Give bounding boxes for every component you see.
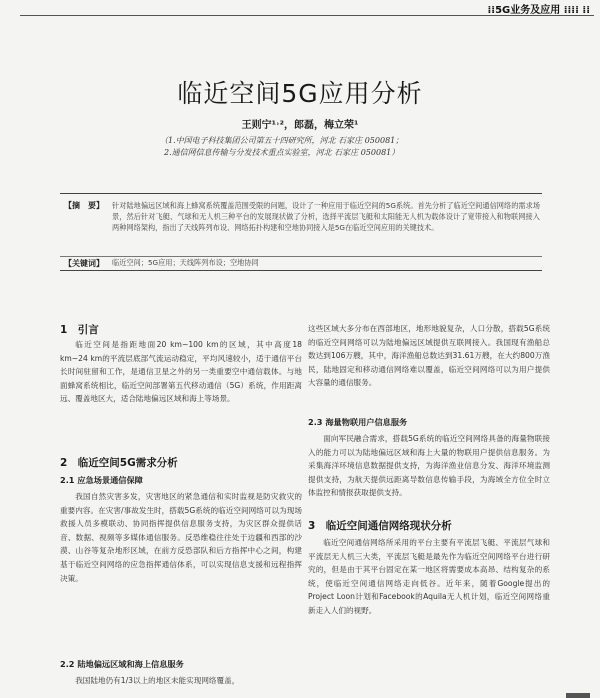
abstract-box	[60, 193, 542, 271]
section-1-heading: 1 引言	[60, 324, 99, 336]
page-header	[0, 0, 600, 16]
paper-authors: 王则宁¹˒²，郎磊，梅立荣¹	[241, 120, 359, 131]
paper-title: 临近空间5G应用分析	[177, 79, 423, 108]
section-3-heading: 3 临近空间通信网络现状分析	[308, 520, 452, 532]
section-2-2-continued-text: 这些区域大多分布在西部地区，地形地貌复杂，人口分散，搭载5G系统的临近空间网络可以为陆地偏远区域提供互联网接入。我国现有渔船总数达到106万艘，其中，海洋渔船总数达到31.61万艘，在大约800万渔民，陆地固定和移动通信网络难以覆盖，临近空间网络可以为用户提供大容量的通信服务。	[308, 324, 550, 388]
affiliation-1: （1.中国电子科技集团公司第五十四研究所，河北 石家庄 050081；	[160, 136, 404, 145]
section-2-3-text: 面向军民融合需求，搭载5G系统的临近空间网络具备的海量物联接入的能力可以为陆地偏远区域和海上大量的物联用户提供信息服务。为采集海洋环境信息数据提供支持，为海洋渔业信息分发、海洋环境监测提供支持，为航天提供远距离导数信息传输手段，为海域全方位全时立体监控和情报获取提供支持。	[308, 434, 550, 498]
abstract-label: 【摘 要】	[64, 201, 104, 210]
keywords-text: 临近空间；5G应用；天线阵列布设；空地协同	[112, 258, 259, 267]
section-2-3-heading: 2.3 海量物联用户信息服务	[308, 417, 408, 427]
section-2-1-text: 我国自然灾害多发，灾害地区的紧急通信和实时监视是防灾救灾的重要内容。在灾害/事故发生时，搭载5G系统的临近空间网络可以为现场救援人员多模联动、协同指挥提供信息服务支持，为灾区群众提供话音、数据、视频等多媒体通信服务。反恐维稳往往处于边疆和西部的沙漠、山谷等复杂地形区域，在前方反恐部队和后方指挥中心之间，构建基于临近空间网络的应急指挥通信体系，可以实现信息支援和远程指挥决策。	[60, 492, 302, 583]
section-1-text: 临近空间是指距地面20 km~100 km的区域，其中高度18 km~24 km的平流层底部气流运动稳定，平均风速较小，适于通信平台长时间驻留和工作，是通信卫星之外的另一类重要空中通信载体。与地面蜂窝系统相比，临近空间部署第五代移动通信（5G）系统，作用距离远、覆盖地区大，适合陆地偏远区域和海上等场景。	[60, 340, 302, 404]
section-2-2-text: 我国陆地仍有1/3以上的地区未能实现网络覆盖，	[75, 676, 240, 685]
affiliations	[160, 135, 540, 159]
section-2-2-heading: 2.2 陆地偏远区域和海上信息服务	[60, 659, 184, 669]
keywords-label: 【关键词】	[64, 259, 104, 268]
section-2-heading: 2 临近空间5G需求分析	[60, 457, 178, 469]
affiliation-2: 2.通信网信息传输与分发技术重点实验室，河北 石家庄 050081）	[164, 148, 400, 157]
header-label: ⁞⁞5G业务及应用 ⁞⁞⁞⁞ ⁞⁞	[487, 5, 590, 16]
keywords-divider	[60, 256, 542, 257]
abstract-text: 针对陆地偏远区域和海上蜂窝系统覆盖范围受限的问题，设计了一种应用于临近空间的5G系统。首先分析了临近空间通信网络的需求场景，然后针对飞艇、气球和无人机三种平台的发展现状做了分析，选择平流层飞艇和太阳能无人机为载体设计了宽带接入和物联网接入两种网络架构，指出了天线阵列布设、网络拓扑构建和空地协同接入是5G在临近空间应用的关键技术。	[112, 201, 540, 233]
page-corner-mark	[566, 693, 590, 698]
section-3-text: 临近空间通信网络所采用的平台主要有平流层飞艇、平流层气球和平流层无人机三大类，平流层飞艇是最先作为临近空间网络平台进行研究的，但是由于其平台固定在某一地区将需要成本高昂、结构复杂的系统，使临近空间通信网络走向低谷。近年来，随着Google提出的Project Loon计划和Facebook的Aquila无人机计划，临近空间网络重新走入人们的视野。	[308, 538, 550, 615]
section-2-1-heading: 2.1 应急场景通信保障	[60, 475, 143, 485]
